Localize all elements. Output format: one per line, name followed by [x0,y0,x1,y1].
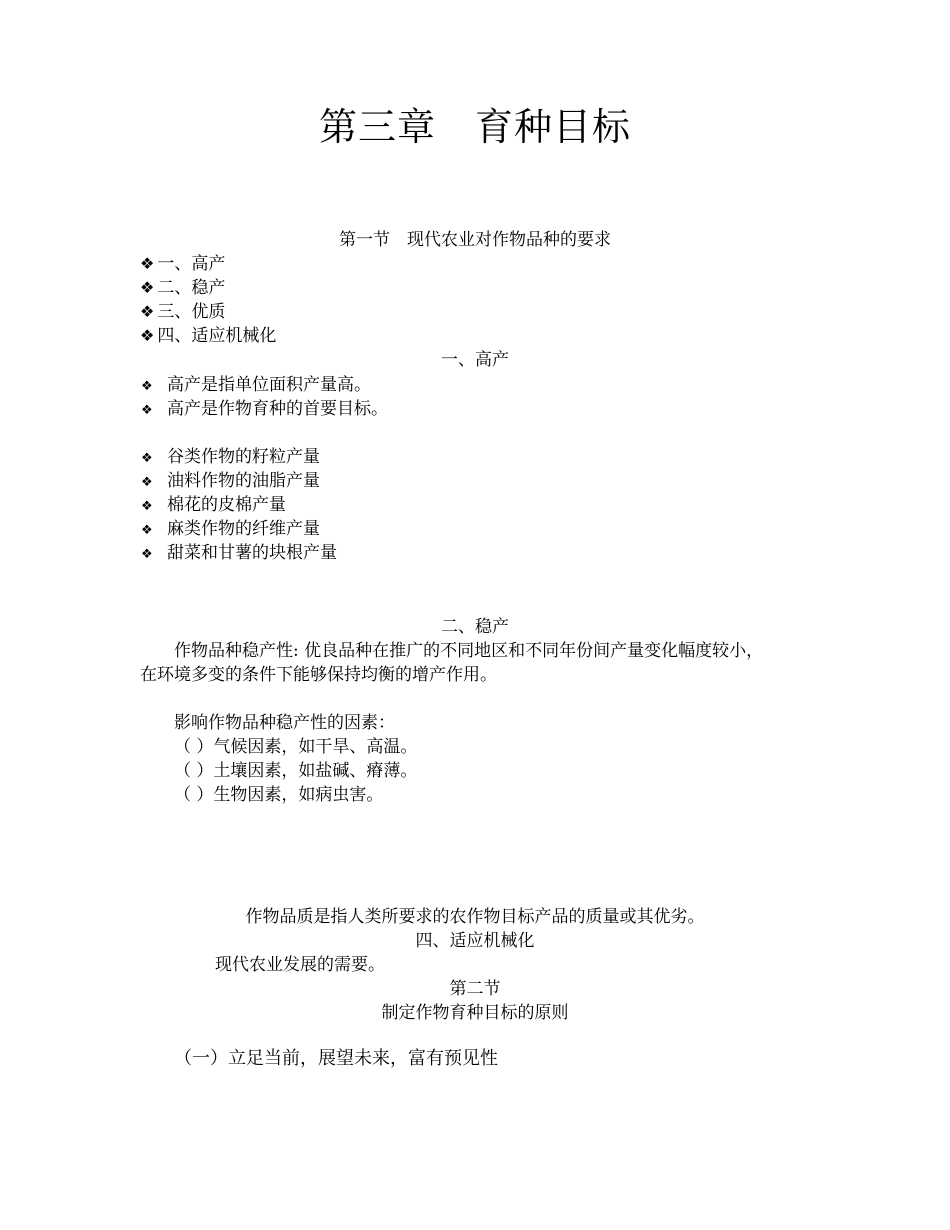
diamond-bullet-icon: ❖ [140,278,155,297]
section2-heading: 第二节 [449,979,501,999]
list-item: ❖ 谷类作物的籽粒产量 [141,445,320,471]
factor-item: （ ）生物因素，如病虫害。 [174,785,384,805]
mechanization-heading: 四、适应机械化 [415,931,535,951]
diamond-bullet-icon: ❖ [141,379,153,394]
toc-item: ❖ 三、优质 [140,302,226,322]
diamond-bullet-icon: ❖ [141,475,153,490]
high-yield-heading: 一、高产 [441,350,509,370]
list-item: ❖ 高产是作物育种的首要目标。 [141,397,388,423]
toc-item: ❖ 二、稳产 [140,278,226,298]
toc-item: ❖ 一、高产 [140,254,226,274]
paragraph-line: 作物品种稳产性: 优良品种在推广的不同地区和不同年份间产量变化幅度较小， [174,641,764,661]
list-item: ❖ 油料作物的油脂产量 [141,469,320,495]
diamond-bullet-icon: ❖ [140,326,155,345]
section2-subheading: 制定作物育种目标的原则 [381,1003,569,1023]
paragraph-line: 在环境多变的条件下能够保持均衡的增产作用。 [140,665,497,685]
diamond-bullet-icon: ❖ [140,302,155,321]
stable-yield-heading: 二、稳产 [441,617,509,637]
toc-item: ❖ 四、适应机械化 [140,326,277,346]
quality-definition: 作物品质是指人类所要求的农作物目标产品的质量或其优劣。 [245,907,705,927]
diamond-bullet-icon: ❖ [141,403,153,418]
list-item: ❖ 甜菜和甘薯的块根产量 [141,541,337,567]
list-item: ❖ 麻类作物的纤维产量 [141,517,320,543]
factors-intro: 影响作物品种稳产性的因素： [174,713,395,733]
list-item: ❖ 高产是指单位面积产量高。 [141,373,371,399]
section1-heading: 第一节 现代农业对作物品种的要求 [339,230,611,250]
factor-item: （ ）土壤因素，如盐碱、瘠薄。 [174,761,418,781]
diamond-bullet-icon: ❖ [141,523,153,538]
diamond-bullet-icon: ❖ [141,499,153,514]
diamond-bullet-icon: ❖ [141,451,153,466]
mechanization-text: 现代农业发展的需要。 [215,955,385,975]
list-item: ❖ 棉花的皮棉产量 [141,493,286,519]
diamond-bullet-icon: ❖ [140,254,155,273]
chapter-title: 第三章 育种目标 [318,105,631,149]
factor-item: （ ）气候因素，如干旱、高温。 [174,737,418,757]
diamond-bullet-icon: ❖ [141,547,153,562]
principle-item: （一）立足当前，展望未来，富有预见性 [174,1048,498,1069]
